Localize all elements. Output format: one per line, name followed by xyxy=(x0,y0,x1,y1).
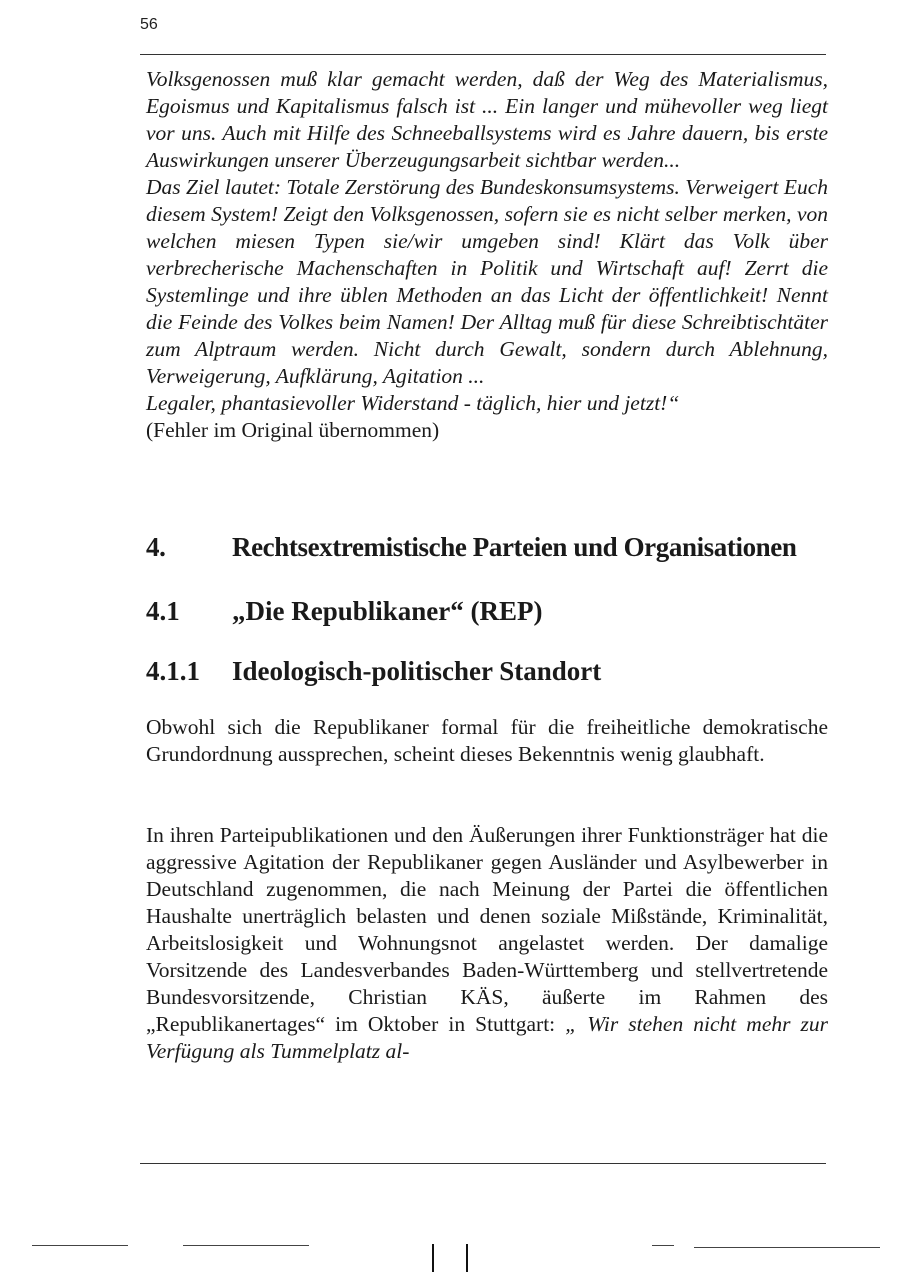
quoted-passage xyxy=(146,66,828,444)
heading-section-4 xyxy=(146,532,836,563)
quote-note: (Fehler im Original übernommen) xyxy=(146,418,440,442)
scan-artifact-line xyxy=(32,1245,128,1246)
heading-number: 4.1.1 xyxy=(146,656,200,686)
scan-artifact-line xyxy=(694,1247,880,1248)
header-rule xyxy=(140,54,826,55)
heading-title: Ideologisch-politischer Standort xyxy=(232,656,602,686)
scan-artifact-bar xyxy=(432,1244,434,1272)
heading-section-4-1-1 xyxy=(146,656,836,687)
footer-rule xyxy=(140,1163,826,1164)
heading-number: 4.1 xyxy=(146,596,180,626)
heading-title: Rechtsextremistische Parteien und Organisationen xyxy=(232,532,797,562)
quote-paragraph-3: Legaler, phantasievoller Widerstand - täglich, hier und jetzt!“ xyxy=(146,391,680,415)
inline-quote: „ Wir stehen nicht mehr zur Verfügung als Tummelplatz al- xyxy=(146,1012,829,1063)
body-paragraph-2-text: In ihren Parteipublikationen und den Äußerungen ihrer Funktionsträger hat die aggressive Agitation der Republikaner gegen Ausländer und Asylbewerber in Deutschland zugenommen, die nach Meinung der Partei die öffentlichen Haushalte unerträglich belasten und denen soziale Mißstände, Kriminalität, Arbeitslosigkeit und Wohnungsnot angelastet werden. Der damalige Vorsitzende des Landesverbandes Baden-Württemberg und stellvertretende Bundesvorsitzende, Christian KÄS, äußerte im Rahmen des „Republikanertages“ im Oktober in Stuttgart: xyxy=(146,823,828,1036)
heading-title: „Die Republikaner“ (REP) xyxy=(232,596,543,626)
scan-artifact-line xyxy=(652,1245,674,1246)
heading-number: 4. xyxy=(146,532,166,562)
scan-artifact-bar xyxy=(466,1244,468,1272)
body-paragraph-1: Obwohl sich die Republikaner formal für die freiheitliche demokratische Grundordnung aussprechen, scheint dieses Bekenntnis wenig glaubhaft. xyxy=(146,715,828,766)
heading-section-4-1 xyxy=(146,596,836,627)
body-paragraph-2 xyxy=(146,822,828,1065)
quote-paragraph-1: Volksgenossen muß klar gemacht werden, daß der Weg des Materialismus, Egoismus und Kapitalismus falsch ist ... Ein langer und mühevoller weg liegt vor uns. Auch mit Hilfe des Schneeballsystems wird es Jahre dauern, bis erste Auswirkungen unserer Überzeugungsarbeit sichtbar werden... xyxy=(146,67,828,172)
scan-artifact-line xyxy=(183,1245,309,1246)
quote-paragraph-2: Das Ziel lautet: Totale Zerstörung des Bundeskonsumsystems. Verweigert Euch diesem System! Zeigt den Volksgenossen, sofern sie es nicht selber merken, von welchen miesen Typen sie/wir umgeben sind! Klärt das Volk über verbrecherische Machenschaften in Politik und Wirtschaft auf! Zerrt die Systemlinge und ihre üblen Methoden an das Licht der öffentlichkeit! Nennt die Feinde des Volkes beim Namen! Der Alltag muß für diese Schreibtischtäter zum Alptraum werden. Nicht durch Gewalt, sondern durch Ablehnung, Verweigerung, Aufklärung, Agitation ... xyxy=(146,175,828,388)
page-number: 56 xyxy=(140,16,158,33)
